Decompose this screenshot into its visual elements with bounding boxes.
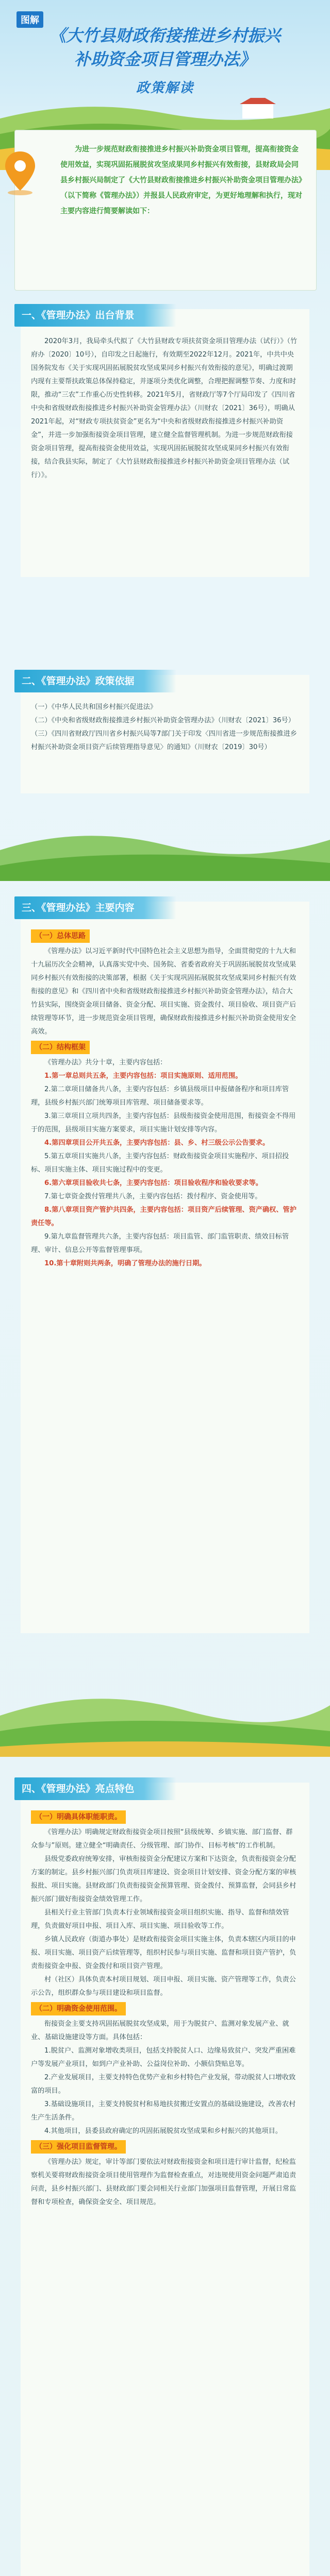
section-4-body [31,1808,299,2209]
section-4-paragraph: 乡镇人民政府（街道办事处）是财政衔接资金项目实施主体，负责本辖区内项目的申报、项目实施、项目资产后续管理等，组织村民参与项目实施、监督和项目资产管护，负责衔接资金申报、资金拨付和项目资产管理。 [31,1936,296,1970]
section-4-paragraph: 衔接资金主要支持巩固拓展脱贫攻坚成果，用于为脱贫户、监测对象发展产业、就业、基础设施建设等方面。具体包括： [31,2020,289,2041]
chapter-item: 3.第三章项目立项共四条，主要内容包括：县级衔接资金使用范围，衔接资金不得用于的范围，县级项目实施方案要求，项目实施计划安排等内容。 [31,1112,296,1133]
chapter-item: 8.第八章项目资产管护共四条，主要内容包括：项目资产后续管理、资产确权、管护责任等。 [31,1206,296,1227]
chapter-item: 6.第六章项目验收共七条，主要内容包括：项目验收程序和验收要求等。 [44,1179,262,1187]
section-4-paragraph: 县级党委政府统筹安排，审核衔接资金分配建议方案和下达资金，负责衔接资金分配方案的制定。县乡村振兴部门负责项目库建设、资金项目计划安排、资金分配方案的审核报批、项目实施。县财政部门负责衔接资金预算管理、资金拨付、预算监督，会同县乡村振兴部门做好衔接资金绩效管理工作。 [31,1855,296,1903]
section-4-subheading: （二）明确资金使用范围。 [31,2002,126,2015]
page-subtitle: 政策解读 [136,80,194,96]
usage-item: 3.基础设施项目，主要支持脱贫村和易地扶贫搬迁安置点的基础设施建设，改善农村生产生活条件。 [31,2100,296,2122]
chapter-item: 1.第一章总则共五条，主要内容包括：项目实施原则、适用范围。 [44,1072,242,1080]
section-3-subheading: （一）总体思路 [31,929,90,943]
section-4-subheading: （一）明确具体职能职责。 [31,1810,126,1824]
section-3-body [31,927,299,1270]
section-4-subheading: （三）强化项目监督管理。 [31,2140,126,2154]
section-2-title: 二、《管理办法》政策依据 [14,670,176,692]
section-1-title: 一、《管理办法》出台背景 [14,304,176,327]
section-2-body [31,701,299,754]
page-title [10,24,320,71]
chapter-item: 10.第十章附则共两条，明确了管理办法的施行日期。 [44,1260,206,1267]
usage-item: 1.脱贫户、监测对象增收类项目，包括支持脱贫人口、边缘易致贫户、突发严重困难户等发展产业项目，如到户产业补助、公益岗位补助、小额信贷贴息等。 [31,2047,296,2068]
section-2-item: （二）《中央和省级财政衔接推进乡村振兴补助资金管理办法》（川财农〔2021〕36号） [31,717,295,724]
hills-illustration [0,1680,330,1757]
section-4-paragraph: 村（社区）具体负责本村项目规划、项目申报、项目实施、资产管理等工作，负责公示公告，组织群众参与项目建设和项目监督。 [31,1976,296,1997]
section-2-item: （三）《四川省财政厅四川省乡村振兴局等7部门关于印发〈四川省进一步规范衔接推进乡村振兴补助资金项目资产后续管理指导意见〉的通知》（川财农〔2019〕30号） [31,730,298,751]
section-3-paragraph: 《管理办法》共分十章，主要内容包括： [44,1059,167,1066]
chapter-item: 9.第九章监督管理共六条，主要内容包括：项目监管、部门监管职责、绩效目标管理、审计、信息公开等监督管理事项。 [31,1233,289,1254]
usage-item: 4.其他项目，县委县政府确定的巩固拓展脱贫攻坚成果和乡村振兴的其他项目。 [44,2127,282,2135]
chapter-item: 4.第四章项目公开共五条，主要内容包括：县、乡、村三级公示公告要求。 [44,1139,270,1147]
chapter-item: 7.第七章资金拨付管理共八条，主要内容包括：拨付程序、资金使用等。 [44,1193,262,1200]
section-4-paragraph: 县相关行业主管部门负责本行业领域衔接资金项目组织实施、指导、监督和绩效管理，负责做好项目申报、项目入库、项目实施、项目验收等工作。 [31,1909,289,1930]
section-3-paragraph: 《管理办法》以习近平新时代中国特色社会主义思想为指导，全面贯彻党的十九大和十九届历次全会精神，认真落实党中央、国务院、省委省政府关于巩固拓展脱贫攻坚成果同乡村振兴有效衔接的决策部署，根据《关于实现巩固拓展脱贫攻坚成果同乡村振兴有效衔接的意见》和《四川省中央和省级财政衔接推进乡村振兴补助资金管理办法》，结合大竹县实际，围绕资金项目储备、资金分配、项目实施、资金拨付、项目验收、项目资产后续管理等环节，进一步规范资金项目管理，确保财政衔接推进乡村振兴补助资金使用安全高效。 [31,947,296,1036]
section-4-title: 四、《管理办法》亮点特色 [14,1777,176,1800]
section-3-subheading: （二）结构框架 [31,1041,90,1054]
location-pin-icon [2,149,38,196]
section-4-paragraph: 《管理办法》规定，审计等部门要依法对财政衔接资金和项目进行审计监督，纪检监察机关要将财政衔接资金项目使用管理作为监督检查重点，对违规使用资金问题严肃追责问责，县乡村振兴部门、县财政部门要会同相关行业部门加强项目监督管理，开展日常监督和专项检查，确保资金安全、项目规范。 [31,2158,296,2206]
hills-illustration [0,819,330,881]
intro-card [14,130,317,291]
chapter-item: 5.第五章项目实施共八条，主要内容包括：财政衔接资金项目实施程序、项目招投标、项目实施主体、项目实施过程中的变更。 [31,1153,289,1174]
section-1-text: 2020年3月，我局牵头代拟了《大竹县财政专项扶贫资金项目管理办法（试行）》（竹府办〔2020〕10号），自印发之日起施行，有效期至2022年12月。2021年，中共中央国务院发布《关于实现巩固拓展脱贫攻坚成果同乡村振兴有效衔接的意见》，明确过渡期内现有主要帮扶政策总体保持稳定，并逐项分类优化调整，合理把握调整节奏、力度和时限，推动“三农”工作重心历史性转移。2021年5月，省财政厅等7个厅局印发了《四川省中央和省级财政衔接推进乡村振兴补助资金管理办法》（川财农〔2021〕36号），明确从2021年起，对“财政专项扶贫资金”更名为“中央和省级财政衔接推进乡村振兴补助资金”，并进一步加强衔接资金项目管理，建立健全监督管理机制。为进一步规范财政衔接资金项目管理，提高衔接资金使用效益，实现巩固拓展脱贫攻坚成果同乡村振兴有效衔接，结合我县实际，制定了《大竹县财政衔接推进乡村振兴补助资金项目管理办法（试行）》。 [31,337,298,479]
title-line-2: 补助资金项目管理办法》 [74,49,256,69]
usage-item: 2.产业发展项目，主要支持特色优势产业和乡村特色产业发展，带动脱贫人口增收致富的项目。 [31,2074,296,2095]
section-3-title: 三、《管理办法》主要内容 [14,896,176,919]
tag-badge: 图解 [16,11,43,28]
title-line-1: 《大竹县财政衔接推进乡村振兴 [49,26,280,45]
section-2-item: （一）《中华人民共和国乡村振兴促进法》 [31,703,157,711]
chapter-item: 2.第二章项目储备共八条，主要内容包括：乡镇县级项目申报储备程序和项目库管理，县级乡村振兴部门统筹项目库管理、项目储备要求等。 [31,1086,289,1107]
section-4-paragraph: 《管理办法》明确规定财政衔接资金项目按照“县级统筹、乡镇实施、部门监督、群众参与”原则。建立健全“明确责任、分级管理、部门协作、目标考核”的工作机制。 [31,1828,293,1850]
section-1-body [31,335,299,482]
intro-text: 为进一步规范财政衔接推进乡村振兴补助资金项目管理，提高衔接资金使用效益，实现巩固拓展脱贫攻坚成果同乡村振兴有效衔接，县财政局会同县乡村振兴局制定了《大竹县财政衔接推进乡村振兴补助资金项目管理办法》（以下简称《管理办法》）并报县人民政府审定，为更好地理解和执行，现对主要内容进行简要解读如下： [60,145,302,215]
